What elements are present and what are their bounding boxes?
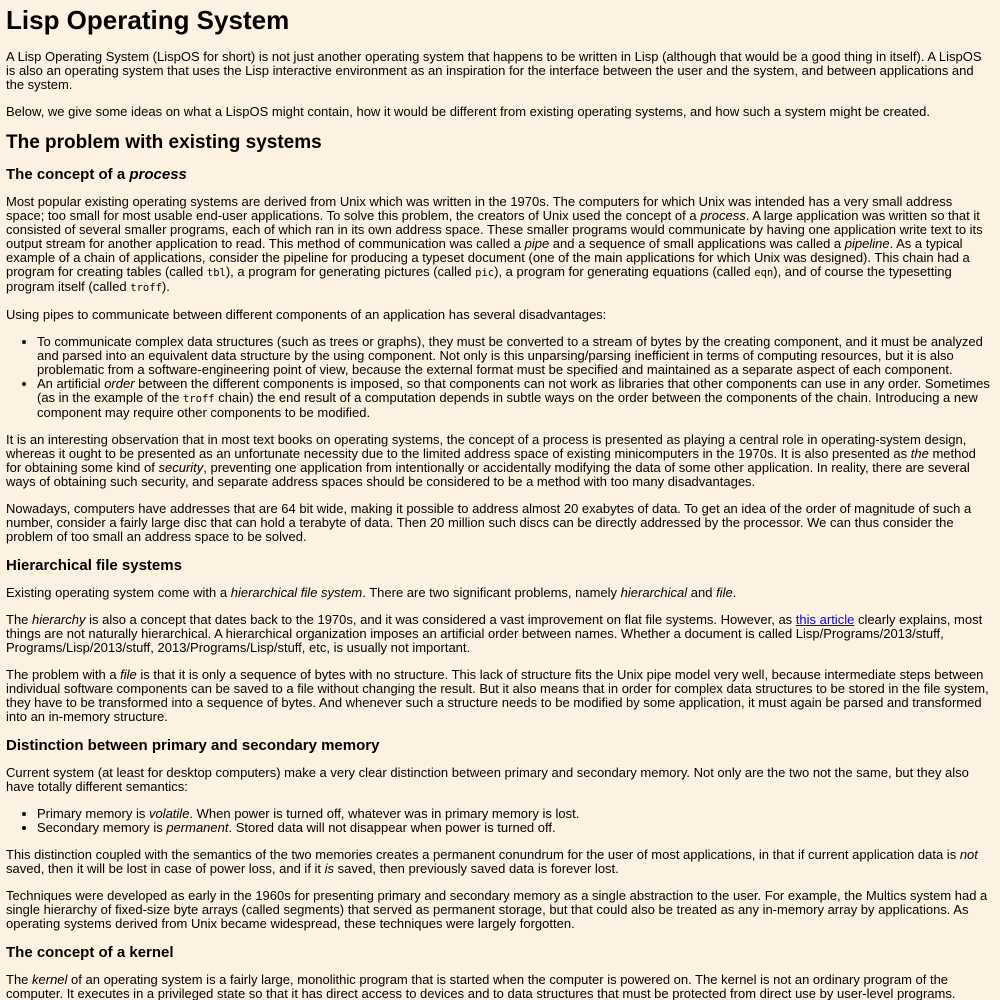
- text-run: The: [6, 972, 33, 987]
- emphasis-permanent: permanent: [166, 820, 229, 835]
- text-run: Secondary memory is: [37, 820, 167, 835]
- heading-emphasis: process: [129, 166, 187, 183]
- emphasis-pipe: pipe: [524, 236, 550, 251]
- text-run: The: [6, 612, 33, 627]
- text-run: and: [687, 585, 717, 600]
- emphasis-pipeline: pipeline: [844, 236, 890, 251]
- text-run: ).: [161, 279, 170, 294]
- heading-text: The concept of a: [6, 166, 130, 183]
- memory-paragraph-3: Techniques were developed as early in the 1960s for presenting primary and secondary memory as a single abstraction to the user. For example, the Multics system had a single hierarchy of fixed-size byte arrays (called segments) that served as permanent storage, but that could also be treated as any in-memory array by applications. As operating systems derived from Unix became widespread, these techniques were largely forgotten.: [6, 888, 988, 931]
- code-pic: pic: [475, 267, 495, 279]
- memory-paragraph-2: [6, 848, 994, 876]
- intro-paragraph-2: Below, we give some ideas on what a LispOS might contain, how it would be different from existing operating systems, and how such a system might be created.: [6, 104, 930, 119]
- emphasis-volatile: volatile: [148, 806, 190, 821]
- text-run: , preventing one application from intentionally or accidentally modifying the data of some other application. In reality, there are several ways of obtaining such security, and separate address spaces should be considered to be a method with too many disadvantages.: [6, 460, 970, 489]
- text-run: The problem with a: [6, 667, 121, 682]
- emphasis-the: the: [910, 446, 929, 461]
- article-link[interactable]: this article: [795, 612, 855, 627]
- text-run: and a sequence of small applications was called a: [549, 236, 845, 251]
- emphasis-order: order: [104, 376, 135, 391]
- text-run: Primary memory is: [37, 806, 149, 821]
- text-run: Most popular existing operating systems are derived from Unix which was written in the 1970s. The computers for which Unix was intended has a very small address space; too small for most usable end-user applications. To solve this problem, the creators of Unix used the concept of a: [6, 194, 953, 223]
- fs-paragraph-2: [6, 613, 994, 655]
- text-run: . There are two significant problems, namely: [362, 585, 621, 600]
- text-run: ), a program for generating equations (called: [494, 264, 755, 279]
- subsection-heading-process: [6, 166, 994, 184]
- text-run: It is an interesting observation that in most text books on operating systems, the concept of a process is presented as playing a central role in operating-system design, whereas it ought to be presented as an unfortunate necessity due to the limited address space of existing minicomputers in the 1970s. It is also presented as: [6, 432, 967, 461]
- text-run: of an operating system is a fairly large, monolithic program that is started when the computer is powered on. The kernel is not an ordinary program of the computer. It executes in a privileged state so that it has direct access to devices and to data structures that must be protected from direct use by user-level programs.: [6, 972, 956, 1000]
- fs-paragraph-3: [6, 668, 994, 724]
- subsection-heading-file-systems: Hierarchical file systems: [6, 557, 182, 574]
- text-run: between the different components is imposed, so that components can not work as libraries that other components can use in any order. Sometimes (as in the example of the: [37, 376, 990, 405]
- text-run: . Stored data will not disappear when power is turned off.: [228, 820, 556, 835]
- text-run: is also a concept that dates back to the 1970s, and it was considered a vast improvement on flat file systems. However, as: [85, 612, 796, 627]
- emphasis-security: security: [158, 460, 204, 475]
- list-item: • To communicate complex data structures (such as trees or graphs), they must be converted to a stream of bytes by the creating component, and it must be analyzed and parsed into an equivalent data structure by the using component. Not only is this unparsing/parsing inefficient in terms of computing resources, but it is also problematic from a software-engineering point of view, because the external format must be specified and maintained as a separate aspect of each component.: [37, 335, 994, 377]
- list-item: [37, 821, 994, 835]
- subsection-heading-memory: Distinction between primary and secondary memory: [6, 737, 380, 754]
- code-tbl: tbl: [206, 267, 226, 279]
- emphasis-kernel: kernel: [32, 972, 68, 987]
- text-run: saved, then previously saved data is forever lost.: [334, 861, 619, 876]
- memory-list: [6, 807, 994, 835]
- heading-text: kernel: [129, 944, 174, 961]
- text-run: This distinction coupled with the semantics of the two memories creates a permanent conundrum for the user of most applications, in that if current application data is: [6, 847, 960, 862]
- disadvantages-list: [6, 335, 994, 420]
- process-paragraph-1: [6, 195, 994, 295]
- text-run: ), and of course the typesetting program itself (called: [6, 264, 952, 294]
- text-run: An artificial: [37, 376, 105, 391]
- emphasis-not: not: [959, 847, 978, 862]
- emphasis-file: file: [716, 585, 733, 600]
- list-item: [37, 807, 994, 821]
- kernel-paragraph-1: [6, 973, 994, 1000]
- process-paragraph-3: [6, 433, 994, 489]
- emphasis-hierarchical-file-system: hierarchical file system: [230, 585, 363, 600]
- text-run: . As a typical example of a chain of applications, consider the pipeline for producing a typeset document (one of the main applications for which Unix was designed). This chain had a program for creating tables (called: [6, 236, 970, 279]
- text-run: saved, then it will be lost in case of power loss, and if it: [6, 861, 325, 876]
- fs-paragraph-1: [6, 586, 994, 600]
- text-run: . When power is turned off, whatever was in primary memory is lost.: [189, 806, 580, 821]
- process-paragraph-2: Using pipes to communicate between different components of an application has several disadvantages:: [6, 307, 607, 322]
- process-paragraph-4: Nowadays, computers have addresses that are 64 bit wide, making it possible to address almost 20 exabytes of data. To get an idea of the order of magnitude of such a number, consider a fairly large disc that can hold a terabyte of data. Then 20 million such discs can be directly addressed by the processor. We can thus consider the problem of too small an address space to be solved.: [6, 501, 972, 544]
- subsection-heading-kernel: [6, 944, 994, 962]
- memory-paragraph-1: Current system (at least for desktop computers) make a very clear distinction between primary and secondary memory. Not only are the two not the same, but they also have totally different semantics:: [6, 765, 969, 794]
- text-run: method for obtaining some kind of: [6, 446, 976, 475]
- text-run: is that it is only a sequence of bytes with no structure. This lack of structure fits the Unix pipe model very well, because intermediate steps between individual software components can be saved to a file without changing the result. But it also means that in order for complex data structures to be stored in the file system, they have to be transformed into a sequence of bytes. And whenever such a structure needs to be modified by some application, it must again be parsed and transformed into an in-memory structure.: [6, 667, 989, 724]
- emphasis-process: process: [700, 208, 746, 223]
- document-page: [0, 5, 1000, 1000]
- emphasis-hierarchical: hierarchical: [620, 585, 688, 600]
- emphasis-hierarchy: hierarchy: [32, 612, 86, 627]
- text-run: Existing operating system come with a: [6, 585, 231, 600]
- text-run: ), a program for generating pictures (called: [225, 264, 476, 279]
- code-eqn: eqn: [754, 267, 774, 279]
- emphasis-is: is: [324, 861, 335, 876]
- page-title: Lisp Operating System: [6, 5, 290, 35]
- code-troff: troff: [182, 393, 215, 405]
- section-heading-problem: The problem with existing systems: [6, 132, 322, 153]
- text-run: .: [732, 585, 737, 600]
- text-run: chain) the end result of a computation depends in subtle ways on the order between the components of the chain. Introducing a new component may require other components to be modified.: [37, 390, 978, 420]
- text-run: . A large application was written so that it consisted of several smaller programs, each of which ran in its own address space. These smaller programs would communicate by having one application write text to its output stream for another application to read. This method of communication was called a: [6, 208, 983, 251]
- list-item: [37, 377, 994, 420]
- text-run: clearly explains, most things are not naturally hierarchical. A hierarchical organization imposes an artificial order between names. Whether a document is called Lisp/Programs/2013/stuff, Programs/Lisp/2013/stuff, 2013/Programs/Lisp/stuff, etc, is usually not important.: [6, 612, 983, 655]
- intro-paragraph-1: A Lisp Operating System (LispOS for short) is not just another operating system that happens to be written in Lisp (although that would be a good thing in itself). A LispOS is also an operating system that uses the Lisp interactive environment as an inspiration for the interface between the user and the system, and between applications and the system.: [6, 49, 982, 92]
- emphasis-file: file: [120, 667, 137, 682]
- heading-text: The concept of a: [6, 944, 130, 961]
- code-troff: troff: [130, 282, 162, 294]
